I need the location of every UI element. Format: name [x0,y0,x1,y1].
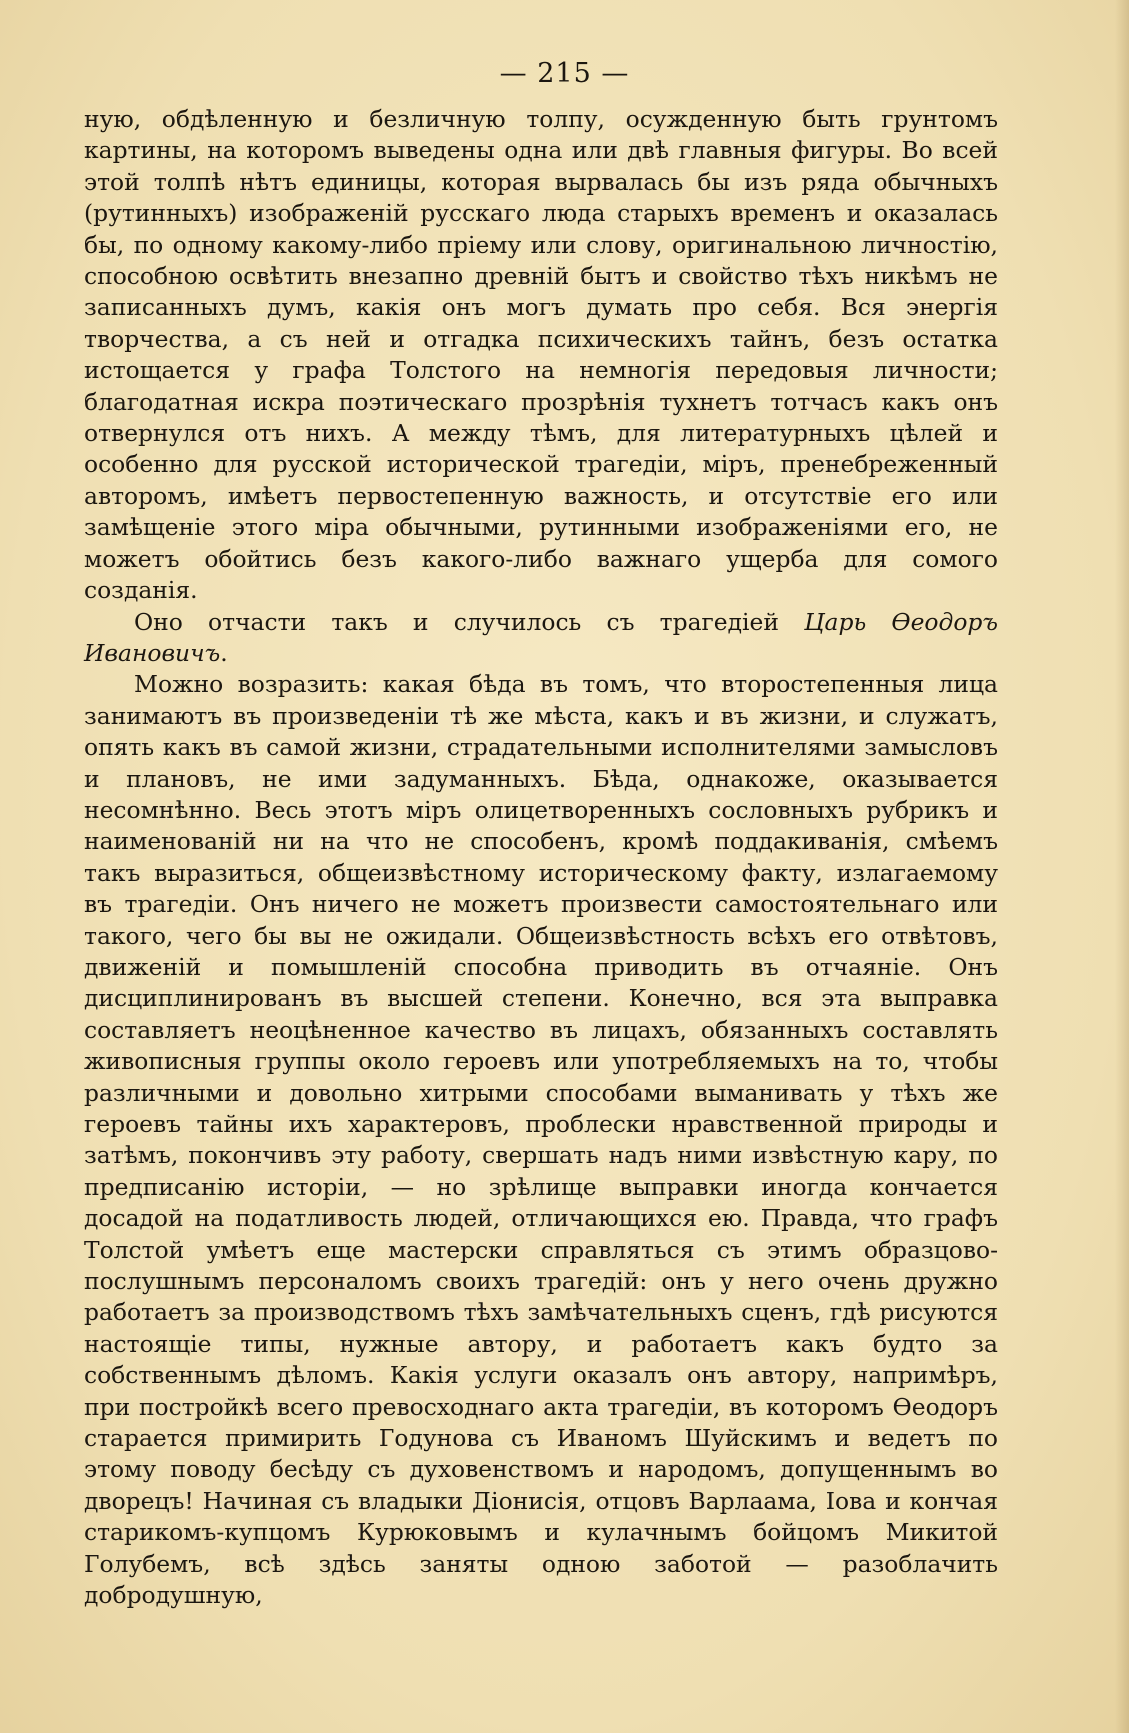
scan-edge-shadow [1115,0,1129,1733]
paragraph-2-tail: . [220,638,228,667]
page-number: — 215 — [499,58,630,89]
paragraph-2 [84,607,998,670]
paragraph-1: ную, обдѣленную и безличную толпу, осужденную быть грунтомъ картины, на которомъ выведены одна или двѣ главныя фигуры. Во всей этой толпѣ нѣтъ единицы, которая вырвалась бы изъ ряда обычныхъ (рутинныхъ) изображеній русскаго люда старыхъ временъ и оказалась бы, по одному какому-либо пріему или слову, оригинальною личностію, способною освѣтить внезапно древній бытъ и свойство тѣхъ никѣмъ не записанныхъ думъ, какія онъ могъ думать про себя. Вся энергія творчества, а съ ней и отгадка психическихъ тайнъ, безъ остатка истощается у графа Толстого на немногія передовыя личности; благодатная искра поэтическаго прозрѣнія тухнетъ тотчасъ какъ онъ отвернулся отъ нихъ. А между тѣмъ, для литературныхъ цѣлей и особенно для русской исторической трагедіи, міръ, пренебреженный авторомъ, имѣетъ первостепенную важность, и отсутствіе его или замѣщеніе этого міра обычными, рутинными изображеніями его, не можетъ обойтись безъ какого-либо важнаго ущерба для сомого созданія. [84,105,998,605]
paragraph-2-text: Оно отчасти такъ и случилось съ трагедіей [134,607,805,636]
paragraph-3: Можно возразить: какая бѣда въ томъ, что второстепенныя лица занимаютъ въ произведеніи тѣ же мѣста, какъ и въ жизни, и служатъ, опять какъ въ самой жизни, страдательными исполнителями замысловъ и плановъ, не ими задуманныхъ. Бѣда, однакоже, оказывается несомнѣнно. Весь этотъ міръ олицетворенныхъ сословныхъ рубрикъ и наименованій ни на что не способенъ, кромѣ поддакиванія, смѣемъ такъ выразиться, общеизвѣстному историческому факту, излагаемому въ трагедіи. Онъ ничего не можетъ произвести самостоятельнаго или такого, чего бы вы не ожидали. Общеизвѣстность всѣхъ его отвѣтовъ, движеній и помышленій способна приводить въ отчаяніе. Онъ дисциплинированъ въ высшей степени. Конечно, вся эта выправка составляетъ неоцѣненное качество въ лицахъ, обязанныхъ составлять живописныя группы около героевъ или употребляемыхъ на то, чтобы различными и довольно хитрыми способами выманивать у тѣхъ же героевъ тайны ихъ характеровъ, проблески нравственной природы и затѣмъ, покончивъ эту работу, свершать надъ ними извѣстную кару, по предписанію исторіи, — но зрѣлище выправки иногда кончается досадой на податливость людей, отличающихся ею. Правда, что графъ Толстой умѣетъ еще мастерски справляться съ этимъ образцово-послушнымъ персоналомъ своихъ трагедій: онъ у него очень дружно работаетъ за производствомъ тѣхъ замѣчательныхъ сценъ, гдѣ рисуются настоящіе типы, нужные автору, и работаетъ какъ будто за собственнымъ дѣломъ. Какія услуги оказалъ онъ автору, напримѣръ, при постройкѣ всего превосходнаго акта трагедіи, въ которомъ Ѳеодоръ старается примирить Годунова съ Иваномъ Шуйскимъ и ведетъ по этому поводу бесѣду съ духовенствомъ и народомъ, допущеннымъ во дворецъ! Начиная съ владыки Діонисія, отцовъ Варлаама, Іова и кончая старикомъ-купцомъ Курюковымъ и кулачнымъ бойцомъ Микитой Голубемъ, всѣ здѣсь заняты одною заботой — разоблачить добродушную, [84,670,998,1610]
body-text [84,104,998,1612]
play-title: Царь Ѳеодоръ Ивановичъ [84,607,998,667]
